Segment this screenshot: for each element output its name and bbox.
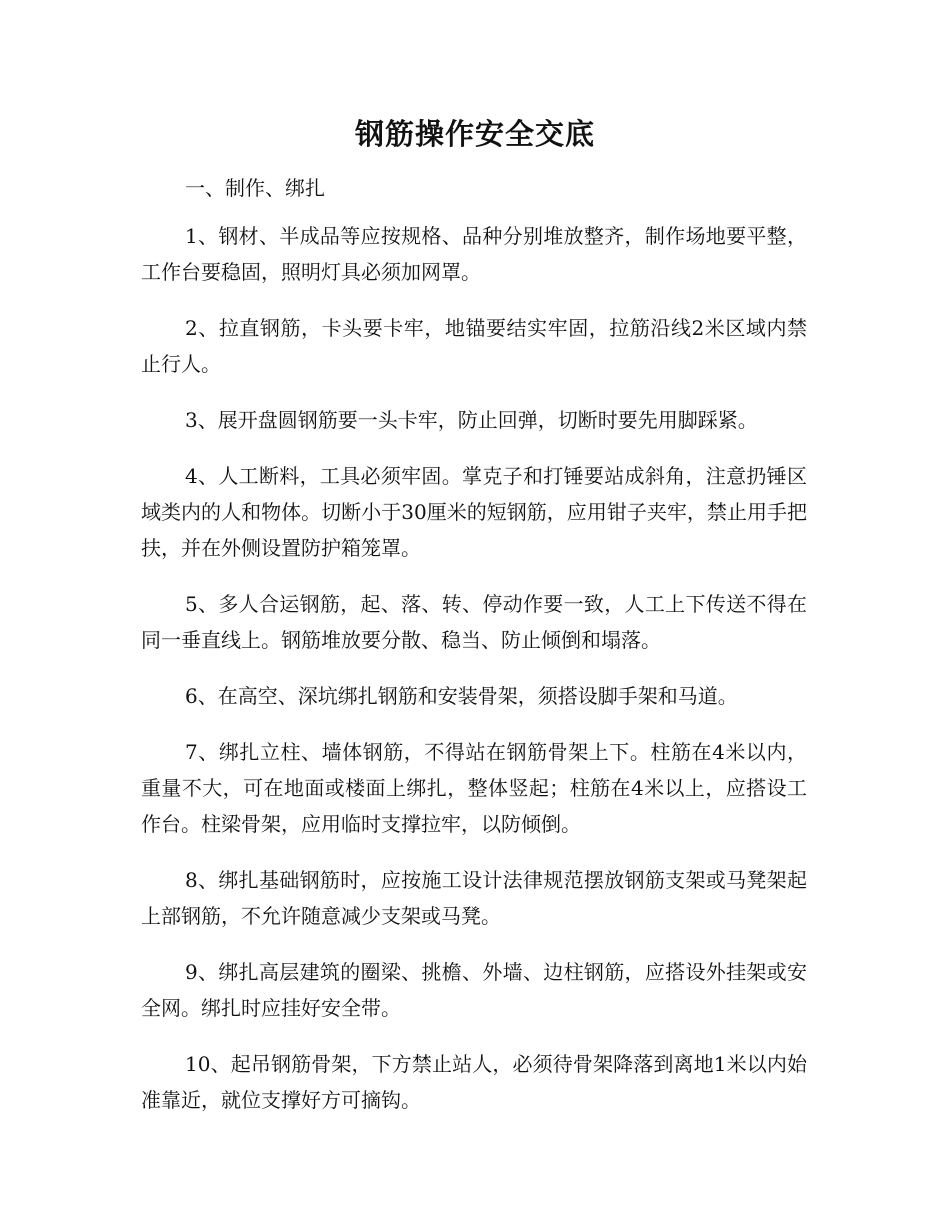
document-body	[141, 218, 807, 1138]
section-heading: 一、制作、绑扎	[185, 176, 325, 200]
paragraph-item-10: 10、起吊钢筋骨架，下方禁止站人，必须待骨架降落到离地1米以内始准靠近，就位支撑好方可摘钩。	[141, 1052, 807, 1112]
paragraph-item-8: 8、绑扎基础钢筋时，应按施工设计法律规范摆放钢筋支架或马凳架起上部钢筋，不允许随意减少支架或马凳。	[141, 868, 807, 928]
paragraph-item-7: 7、绑扎立柱、墙体钢筋，不得站在钢筋骨架上下。柱筋在4米以内，重量不大，可在地面或楼面上绑扎，整体竖起；柱筋在4米以上，应搭设工作台。柱梁骨架，应用临时支撑拉牢，以防倾倒。	[141, 740, 807, 836]
paragraph-item-9: 9、绑扎高层建筑的圈梁、挑檐、外墙、边柱钢筋，应搭设外挂架或安全网。绑扎时应挂好安全带。	[141, 960, 807, 1020]
paragraph-item-3: 3、展开盘圆钢筋要一头卡牢，防止回弹，切断时要先用脚踩紧。	[185, 408, 758, 432]
paragraph-item-2: 2、拉直钢筋，卡头要卡牢，地锚要结实牢固，拉筋沿线2米区域内禁止行人。	[141, 316, 807, 376]
document-title: 钢筋操作安全交底	[354, 117, 595, 151]
paragraph-item-4: 4、人工断料，工具必须牢固。掌克子和打锤要站成斜角，注意扔锤区域类内的人和物体。切断小于30厘米的短钢筋，应用钳子夹牢，禁止用手把扶，并在外侧设置防护箱笼罩。	[141, 464, 807, 560]
paragraph-item-6: 6、在高空、深坑绑扎钢筋和安装骨架，须搭设脚手架和马道。	[185, 684, 738, 708]
paragraph-item-1: 1、钢材、半成品等应按规格、品种分别堆放整齐，制作场地要平整，工作台要稳固，照明灯具必须加网罩。	[141, 224, 807, 284]
paragraph-item-5: 5、多人合运钢筋，起、落、转、停动作要一致，人工上下传送不得在同一垂直线上。钢筋堆放要分散、稳当、防止倾倒和塌落。	[141, 592, 807, 652]
